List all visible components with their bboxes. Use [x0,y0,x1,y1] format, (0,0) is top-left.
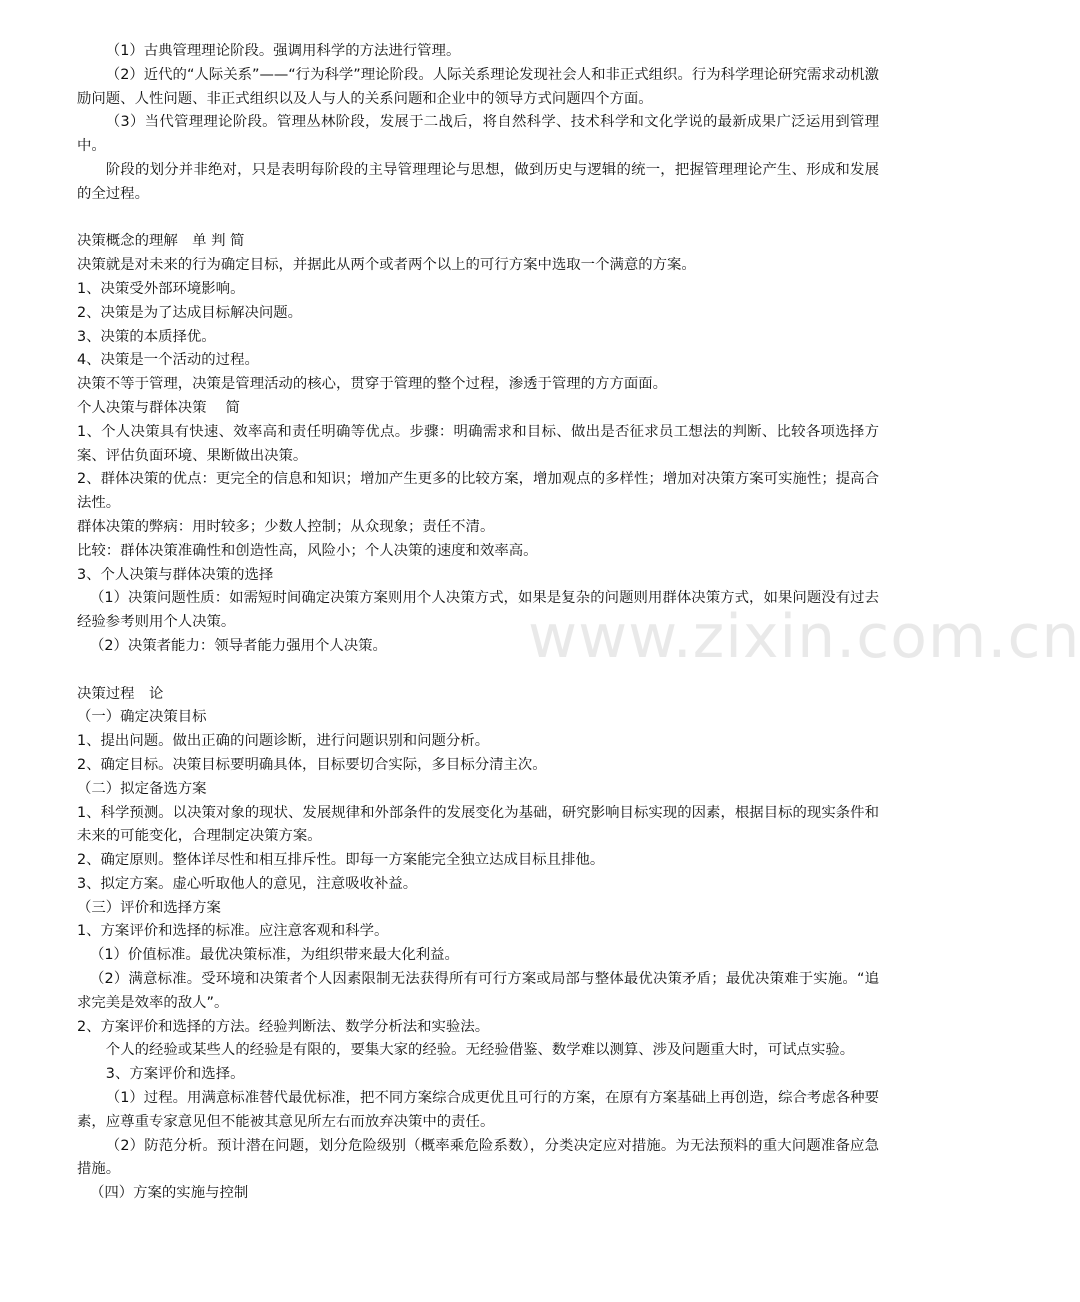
list-item: 3、拟定方案。虚心听取他人的意见，注意吸收补益。 [77,875,418,892]
paragraph-decision-definition: 决策就是对未来的行为确定目标，并据此从两个或者两个以上的可行方案中选取一个满意的方案。 [77,257,696,274]
paragraph-experience: 个人的经验或某些人的经验是有限的，要集大家的经验。无经验借鉴、数学难以测算、涉及问题重大时，可试点实验。 [105,1042,855,1059]
section-heading-decision-concept: 决策概念的理解 单 判 简 [77,233,245,250]
blank-line [77,207,879,231]
list-item: （1）决策问题性质：如需短时间确定决策方案则用个人决策方式，如果是复杂的问题则用群体决策方式，如果问题没有过去经验参考则用个人决策。 [77,590,879,631]
list-item: 1、科学预测。以决策对象的现状、发展规律和外部条件的发展变化为基础，研究影响目标实现的因素，根据目标的现实条件和未来的可能变化，合理制定决策方案。 [77,804,879,845]
list-item: （1）价值标准。最优决策标准，为组织带来最大化利益。 [89,947,459,964]
subsection-heading: （四）方案的实施与控制 [89,1185,249,1202]
section-heading-decision-process: 决策过程 论 [77,685,164,702]
list-item: （2）决策者能力：领导者能力强用个人决策。 [89,637,387,654]
paragraph-stage-division: 阶段的划分并非绝对，只是表明每阶段的主导管理理论与思想，做到历史与逻辑的统一，把握管理理论产生、形成和发展的全过程。 [77,161,879,202]
list-item: 2、确定原则。整体详尽性和相互排斥性。即每一方案能完全独立达成目标且排他。 [77,852,605,869]
paragraph-decision-vs-management: 决策不等于管理，决策是管理活动的核心，贯穿于管理的整个过程，渗透于管理的方方面面。 [77,376,668,393]
subsection-heading: （一）确定决策目标 [77,709,207,726]
section-heading-individual-group: 个人决策与群体决策 简 [77,399,240,416]
paragraph-group-drawbacks: 群体决策的弊病：用时较多；少数人控制；从众现象；责任不清。 [77,518,495,535]
list-item: 3、个人决策与群体决策的选择 [77,566,274,583]
subsection-heading: （二）拟定备选方案 [77,780,207,797]
blank-line [77,659,879,683]
document-body [77,40,879,1206]
list-item: 1、方案评价和选择的标准。应注意客观和科学。 [77,923,389,940]
list-item: 1、提出问题。做出正确的问题诊断，进行问题识别和问题分析。 [77,733,490,750]
list-item: （2）防范分析。预计潜在问题，划分危险级别（概率乘危险系数），分类决定应对措施。为无法预料的重大问题准备应急措施。 [77,1137,879,1178]
list-item: 2、群体决策的优点：更完全的信息和知识；增加产生更多的比较方案，增加观点的多样性；增加对决策方案可实施性；提高合法性。 [77,471,879,512]
list-item: （2）满意标准。受环境和决策者个人因素限制无法获得所有可行方案或局部与整体最优决策矛盾；最优决策难于实施。“追求完美是效率的敌人”。 [77,971,879,1011]
list-item: 3、决策的本质择优。 [77,328,216,345]
list-item: 2、方案评价和选择的方法。经验判断法、数学分析法和实验法。 [77,1018,490,1035]
paragraph-classical-theory: （1）古典管理理论阶段。强调用科学的方法进行管理。 [105,43,461,59]
list-item: 1、个人决策具有快速、效率高和责任明确等优点。步骤：明确需求和目标、做出是否征求员工想法的判断、比较各项选择方案、评估负面环境、果断做出决策。 [77,423,879,464]
list-item: 3、方案评价和选择。 [105,1066,245,1083]
list-item: 4、决策是一个活动的过程。 [77,352,259,369]
list-item: （1）过程。用满意标准替代最优标准，把不同方案综合成更优且可行的方案，在原有方案基础上再创造，综合考虑各种要素，应尊重专家意见但不能被其意见所左右而放弃决策中的责任。 [77,1090,879,1130]
paragraph-comparison: 比较：群体决策准确性和创造性高，风险小；个人决策的速度和效率高。 [77,542,538,559]
paragraph-contemporary-theory: （3）当代管理理论阶段。管理丛林阶段，发展于二战后，将自然科学、技术科学和文化学说的最新成果广泛运用到管理中。 [77,114,879,155]
list-item: 2、决策是为了达成目标解决问题。 [77,304,303,321]
paragraph-modern-theory: （2）近代的“人际关系”——“行为科学”理论阶段。人际关系理论发现社会人和非正式组织。行为科学理论研究需求动机激励问题、人性问题、非正式组织以及人与人的关系问题和企业中的领导方式问题四个方面。 [77,66,879,107]
list-item: 1、决策受外部环境影响。 [77,280,245,297]
subsection-heading: （三）评价和选择方案 [77,899,221,916]
list-item: 2、确定目标。决策目标要明确具体，目标要切合实际，多目标分清主次。 [77,756,547,773]
watermark-text: www.zixin.com.cn [528,602,1080,672]
